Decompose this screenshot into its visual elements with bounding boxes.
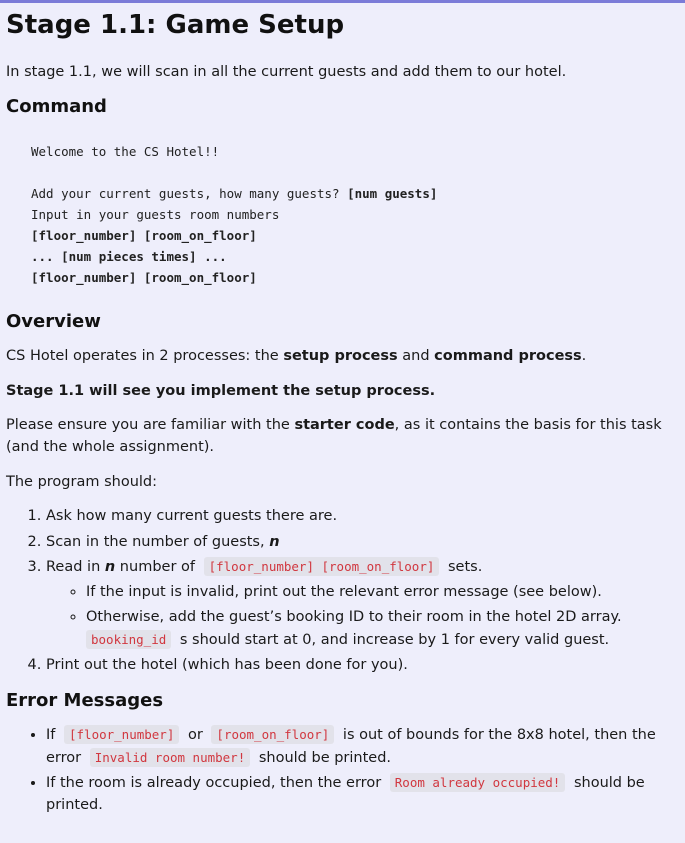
inline-code: [room_on_floor] bbox=[211, 725, 334, 744]
document-page bbox=[0, 9, 685, 817]
setup-process-term: setup process bbox=[283, 348, 398, 365]
overview-paragraph-2 bbox=[6, 380, 679, 402]
inline-code: [floor_number] bbox=[64, 725, 179, 744]
text: and bbox=[397, 348, 435, 365]
command-line-4: [floor_number] [room_on_floor] bbox=[31, 227, 257, 243]
text: sets. bbox=[443, 559, 483, 576]
errors-list bbox=[6, 724, 679, 817]
starter-code-term: starter code bbox=[294, 416, 395, 433]
text: If bbox=[46, 727, 60, 744]
step-3-sub-1: ◦ If the input is invalid, print out the relevant error message (see below). bbox=[86, 581, 679, 603]
text: . bbox=[581, 348, 587, 365]
command-heading: Command bbox=[6, 96, 107, 118]
inline-code: Invalid room number! bbox=[90, 748, 251, 767]
overview-paragraph-1 bbox=[6, 345, 679, 367]
command-line-2-input: [num guests] bbox=[347, 185, 438, 201]
page-title: Stage 1.1: Game Setup bbox=[6, 10, 345, 40]
errors-heading: Error Messages bbox=[6, 689, 164, 711]
command-line-3: Input in your guests room numbers bbox=[31, 206, 280, 222]
command-code-block bbox=[6, 131, 679, 298]
text: , as it contains the basis for this task (and the whole assignment). bbox=[6, 416, 662, 456]
step-3-sublist bbox=[46, 581, 679, 651]
text: If the room is already occupied, then the error bbox=[46, 775, 386, 791]
step-1: 1. Ask how many current guests there are. bbox=[46, 505, 679, 527]
text: is out of bounds for the 8x8 hotel, then the error bbox=[46, 727, 656, 766]
text: should be printed. bbox=[46, 775, 645, 814]
text: Read in bbox=[46, 559, 105, 576]
variable-n: n bbox=[269, 533, 280, 550]
text: Otherwise, add the guest’s booking ID to their room in the hotel 2D array. bbox=[86, 609, 622, 626]
command-line-6: [floor_number] [room_on_floor] bbox=[31, 269, 257, 285]
command-line-2-prefix: Add your current guests, how many guests? bbox=[31, 185, 348, 201]
stage-summary: Stage 1.1 will see you implement the setup process. bbox=[6, 382, 436, 399]
command-line-1: Welcome to the CS Hotel!! bbox=[31, 143, 220, 159]
text: CS Hotel operates in 2 processes: the bbox=[6, 348, 284, 365]
text: should be printed. bbox=[254, 749, 392, 766]
text: or bbox=[183, 727, 208, 744]
overview-paragraph-4: The program should: bbox=[6, 473, 158, 490]
intro-text: In stage 1.1, we will scan in all the current guests and add them to our hotel. bbox=[6, 63, 567, 80]
variable-n: n bbox=[104, 559, 116, 576]
step-2 bbox=[46, 531, 679, 553]
steps-list bbox=[6, 505, 679, 676]
text: number of bbox=[115, 559, 200, 576]
step-4: 4. Print out the hotel (which has been done for you). bbox=[46, 654, 679, 676]
step-3-sub-2 bbox=[86, 606, 679, 651]
overview-paragraph-3 bbox=[6, 414, 679, 459]
text: Scan in the number of guests, bbox=[46, 533, 270, 550]
text: Please ensure you are familiar with the bbox=[6, 416, 295, 433]
overview-heading: Overview bbox=[6, 310, 101, 332]
inline-code: booking_id bbox=[86, 630, 171, 649]
command-process-term: command process bbox=[434, 348, 582, 365]
step-3 bbox=[46, 556, 679, 651]
error-1 bbox=[46, 724, 679, 769]
inline-code: Room already occupied! bbox=[390, 773, 566, 792]
error-2 bbox=[46, 772, 679, 817]
text: s should start at 0, and increase by 1 for every valid guest. bbox=[175, 631, 610, 648]
command-line-5: ... [num pieces times] ... bbox=[31, 248, 227, 264]
inline-code: [floor_number] [room_on_floor] bbox=[204, 557, 440, 576]
